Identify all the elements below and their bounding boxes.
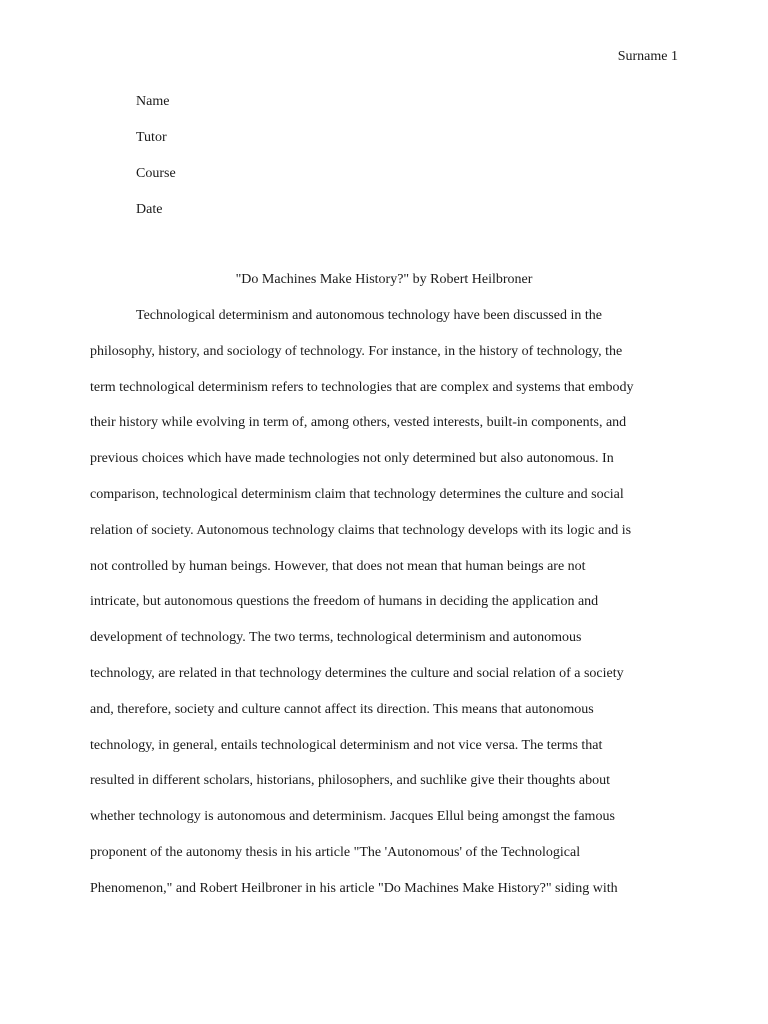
header-name: Name [136, 94, 170, 109]
student-header [136, 91, 176, 235]
paragraph-line: relation of society. Autonomous technology claims that technology develops with its logic and is [90, 522, 632, 538]
paragraph-line: term technological determinism refers to technologies that are complex and systems that embody [90, 379, 634, 395]
paragraph-line: comparison, technological determinism claim that technology determines the culture and social [90, 486, 624, 502]
paragraph-line: previous choices which have made technologies not only determined but also autonomous. In [90, 451, 614, 467]
paragraph-line: technology, are related in that technology determines the culture and social relation of a society [90, 665, 624, 681]
paragraph-line: not controlled by human beings. However, that does not mean that human beings are not [90, 558, 586, 574]
header-tutor: Tutor [136, 130, 167, 145]
paragraph-line: their history while evolving in term of, among others, vested interests, built-in components, and [90, 415, 627, 431]
paragraph-line: and, therefore, society and culture cannot affect its direction. This means that autonomous [90, 701, 594, 717]
paragraph-line: Technological determinism and autonomous technology have been discussed in the [136, 308, 602, 323]
paragraph-line: development of technology. The two terms, technological determinism and autonomous [90, 630, 582, 646]
header-course: Course [136, 166, 176, 181]
essay-title: "Do Machines Make History?" by Robert Heilbroner [235, 272, 533, 287]
paragraph-line: philosophy, history, and sociology of technology. For instance, in the history of technology, the [90, 343, 623, 359]
paragraph-line: resulted in different scholars, historians, philosophers, and suchlike give their thoughts about [90, 773, 610, 789]
paragraph-line: intricate, but autonomous questions the freedom of humans in deciding the application and [90, 594, 599, 610]
paragraph-line: whether technology is autonomous and determinism. Jacques Ellul being amongst the famous [90, 809, 615, 825]
header-date: Date [136, 202, 163, 217]
body-paragraph [90, 305, 690, 914]
paragraph-line: Phenomenon," and Robert Heilbroner in his article "Do Machines Make History?" siding with [90, 880, 618, 896]
paragraph-line: technology, in general, entails technological determinism and not vice versa. The terms that [90, 737, 603, 753]
paragraph-line: proponent of the autonomy thesis in his article "The 'Autonomous' of the Technological [90, 844, 581, 860]
running-head: Surname 1 [617, 49, 678, 64]
